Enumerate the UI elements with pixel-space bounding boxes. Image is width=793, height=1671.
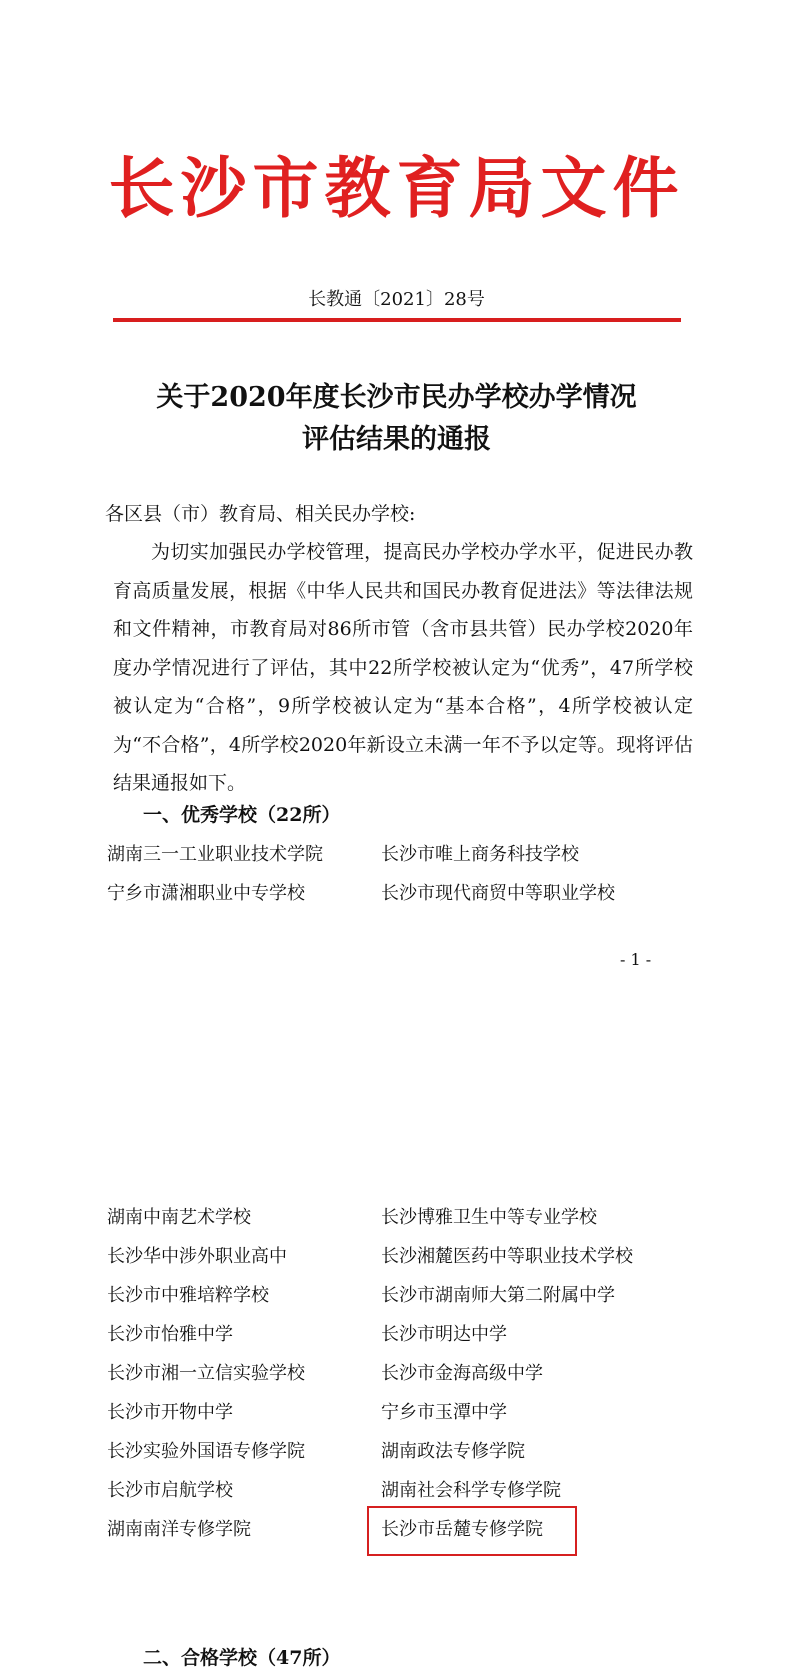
section-heading-excellent: 一、优秀学校（22所）: [143, 804, 341, 826]
excellent-school-name: 湖南南洋专修学院: [107, 1519, 251, 1540]
notice-title-line-2: 评估结果的通报: [302, 424, 491, 455]
excellent-school-name: 长沙市怡雅中学: [107, 1324, 233, 1345]
excellent-school-name: 湖南三一工业职业技术学院: [107, 844, 323, 865]
excellent-school-name: 长沙市岳麓专修学院: [381, 1519, 543, 1540]
excellent-school-name: 湖南中南艺术学校: [107, 1207, 251, 1228]
notice-title-line-1: 关于2020年度长沙市民办学校办学情况: [156, 382, 637, 413]
excellent-school-name: 长沙市现代商贸中等职业学校: [381, 883, 615, 904]
excellent-school-name: 长沙市中雅培粹学校: [107, 1285, 269, 1306]
document-masthead: 长沙市教育局文件: [108, 149, 685, 227]
excellent-school-name: 长沙市湘一立信实验学校: [107, 1363, 305, 1384]
section-heading-qualified: 二、合格学校（47所）: [143, 1647, 341, 1669]
masthead-red-rule: [113, 318, 681, 322]
salutation: 各区县（市）教育局、相关民办学校:: [105, 503, 416, 525]
excellent-school-name: 湖南社会科学专修学院: [381, 1480, 561, 1501]
excellent-school-name: 宁乡市玉潭中学: [381, 1402, 507, 1423]
excellent-school-name: 长沙华中涉外职业高中: [107, 1246, 287, 1267]
document-number: 长教通〔2021〕28号: [308, 289, 485, 310]
excellent-school-name: 长沙市启航学校: [107, 1480, 233, 1501]
excellent-school-name: 长沙市唯上商务科技学校: [381, 844, 579, 865]
body-paragraph: 为切实加强民办学校管理，提高民办学校办学水平，促进民办教育高质量发展，根据《中华人民共和国民办教育促进法》等法律法规和文件精神，市教育局对86所市管（含市县共管）民办学校2020年度办学情况进行了评估，其中22所学校被认定为“优秀”，47所学校被认定为“合格”，9所学校被认定为“基本合格”，4所学校被认定为“不合格”，4所学校2020年新设立未满一年不予以定等。现将评估结果通报如下。: [113, 541, 693, 794]
excellent-school-name: 长沙市湖南师大第二附属中学: [381, 1285, 615, 1306]
excellent-school-name: 宁乡市潇湘职业中专学校: [107, 883, 305, 904]
highlight-box: [367, 1506, 577, 1556]
excellent-school-name: 长沙市明达中学: [381, 1324, 507, 1345]
excellent-school-name: 长沙博雅卫生中等专业学校: [381, 1207, 597, 1228]
excellent-school-name: 长沙湘麓医药中等职业技术学校: [381, 1246, 633, 1267]
excellent-school-name: 长沙市金海高级中学: [381, 1363, 543, 1384]
excellent-school-name: 长沙实验外国语专修学院: [107, 1441, 305, 1462]
excellent-school-name: 湖南政法专修学院: [381, 1441, 525, 1462]
excellent-school-name: 长沙市开物中学: [107, 1402, 233, 1423]
page-number: - 1 -: [620, 950, 652, 969]
